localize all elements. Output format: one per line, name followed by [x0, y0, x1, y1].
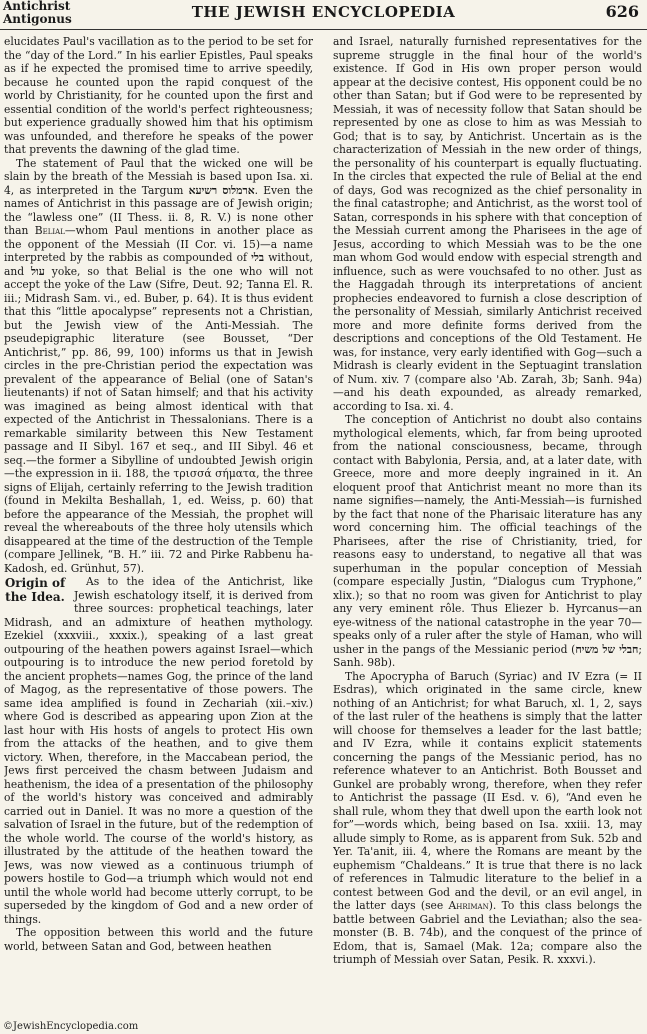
- paragraph: [333, 413, 642, 670]
- header-rule: [0, 29, 647, 30]
- encyclopedia-title: THE JEWISH ENCYCLOPEDIA: [191, 3, 456, 21]
- text-run: The statement of Paul that the wicked one will be slain by the breath of the Messiah is based upon Isa. xi. 4, as interpreted in the Targum: [4, 156, 313, 197]
- paragraph: [333, 670, 642, 967]
- hebrew-term: רשיעא: [188, 183, 218, 197]
- page-header: [0, 0, 647, 30]
- text-run: —whom Paul mentions in another place as the opponent of the Messiah (II Cor. vi. 15)—a name interpreted by the rabbis as compounded of: [4, 224, 313, 264]
- section-end: Antigonus: [3, 12, 72, 26]
- text-run: without, and: [4, 251, 313, 278]
- text-run: ). To this class belongs the battle between Gabriel and the Leviathan; also the sea-monster (B. B. 74b), and the conquest of the prince of Edom, that is, Samael (Mak. 12a; compare also the triumph of Messiah over Satan, Pesik. R. xxxvi.).: [333, 899, 642, 966]
- copyright-watermark: ©JewishEncyclopedia.com: [3, 1021, 139, 1032]
- page-number: 626: [605, 2, 639, 21]
- text-run: yoke, so that Belial is the one who will not accept the yoke of the Law (Sifre, Deut. 92; Tanna El. R. iii.; Midrash Sam. vi., ed. Buber, p. 64). It is thus evident that this “little apocalypse” represents not a Christian, but the Jewish view of the Anti-Messiah. The pseudepigraphic literature (see Bousset, “Der Antichrist,” pp. 86, 99, 100) informs us that in Jewish circles in the pre-Christian period the expectation was prevalent of the appearance of Belial (one of Satan's lieutenants) if not of Satan himself; and that his activity was imagined as being almost identical with that expected of the Antichrist in Thessalonians. There is a remarkable similarity between this New Testament passage and II Sibyl. 167 et seq., and III Sibyl. 46 et seq.—the former a Sibylline of undoubted Jewish origin—the expression in ii. 188, the τρισσά σήματα, the three signs of Elijah, certainly referring to the Jewish tradition (found in Mekilta Beshallah, 1, ed. Weiss, p. 60) that before the appearance of the Messiah, the prophet will reveal the whereabouts of the three holy utensils which disappeared at the time of the destruction of the Temple (compare Jellinek, “B. H.” iii. 72 and Pirke Rabbenu ha-Kadosh, ed. Grünhut, 57).: [4, 264, 313, 575]
- paragraph: [4, 157, 313, 576]
- paragraph: The opposition between this world and the future world, between Satan and God, between heathen: [4, 926, 313, 953]
- text-run: The Apocrypha of Baruch (Syriac) and IV Ezra (= II Esdras), which originated in the same circle, knew nothing of an Antichrist; for what Baruch, xl. 1, 2, says of the last ruler of the heathens is simply that the latter will choose for themselves a leader for the last battle; and IV Ezra, while it contains explicit statements concerning the pangs of the Messianic period, has no reference whatever to an Antichrist. Both Bousset and Gunkel are probably wrong, therefore, when they refer to Antichrist the passage (II Esd. v. 6), “And even he shall rule, whom they that dwell upon the earth look not for”—words which, being based on Isa. xxiii. 13, may allude simply to Rome, as is apparent from Suk. 52b and Yer. Ta'anit, iii. 4, where the Romans are meant by the euphemism “Chaldeans.” It is true that there is no lack of references in Talmudic literature to the belief in a contest between God and the devil, or an evil angel, in the latter days (see: [333, 669, 642, 912]
- hebrew-term: עול: [31, 264, 45, 278]
- hebrew-term: בלי: [251, 251, 265, 264]
- right-column: [333, 35, 642, 1025]
- cross-reference-link[interactable]: Belial: [34, 224, 65, 237]
- side-heading: Origin of the Idea.: [4, 576, 66, 604]
- paragraph: and Israel, naturally furnished representatives for the supreme struggle in the final hour of the world's existence. If God in His own proper person would appear at the decisive contest, His opponent could be no other than Satan; but if God were to be represented by Messiah, it was of necessity follow that Satan should be represented by one as close to him as was Messiah to God; that is to say, by Antichrist. Uncertain as is the characterization of Messiah in the new order of things, the personality of his counterpart is equally fluctuating. In the circles that expected the rule of Belial at the end of days, God was recognized as the chief personality in the final catastrophe; and Antichrist, as the worst tool of Satan, corresponds in his sphere with that conception of the Messiah current among the Pharisees in the age of Jesus, according to which Messiah was to be the one man whom God would endow with especial strength and influence, such as were vouchsafed to no other. Just as the Haggadah through its interpretations of ancient prophecies endeavored to furnish a close description of the personality of Messiah, similarly Antichrist received more and more definite forms derived from the descriptions and conceptions of the Old Testament. He was, for instance, very early identified with Gog—such a Midrash is clearly evident in the Septuagint translation of Num. xiv. 7 (compare also 'Ab. Zarah, 3b; Sanh. 94a)—and his death expounded, as already remarked, according to Isa. xi. 4.: [333, 35, 642, 413]
- paragraph: [4, 575, 313, 926]
- text-run: . Even the names of Antichrist in this passage are of Jewish origin; the “lawless one” (II Thess. ii. 8, R. V.) is none other than: [4, 183, 313, 237]
- text-run: As to the idea of the Antichrist, like Jewish eschatology itself, it is derived from three sources: prophetical teachings, later Midrash, and an admixture of heathen mythology. Ezekiel (xxxviii., xxxix.), speaking of a last great outpouring of the heathen powers against Israel—which outpouring is to introduce the new period foretold by the ancient prophets—names Gog, the prince of the land of Magog, as the representative of those powers. The same idea amplified is found in Zechariah (xii.–xiv.) where God is described as appearing upon Zion at the last hour with His hosts of angels to protect His own from the attacks of the heathen, and to give them victory. When, therefore, in the Maccabean period, the Jews first perceived the chasm between Judaism and heathenism, the idea of a presentation of the philosophy of the world's history was conceived and admirably carried out in Daniel. It was no more a question of the salvation of Israel in the future, but of the redemption of the whole world. The course of the world's history, as illustrated by the attitude of the heathen toward the Jews, was now viewed as a continuous triumph of powers hostile to God—a triumph which would not end until the whole world had become utterly corrupt, to be superseded by the kingdom of God and a new order of things.: [4, 575, 313, 926]
- section-start: Antichrist: [3, 0, 71, 13]
- text-run: ; Sanh. 98b).: [333, 642, 642, 669]
- text-run: The conception of Antichrist no doubt also contains mythological elements, which, far from being uprooted from the national consciousness, became, through contact with Babylonia, Persia, and, at a later date, with Greece, more and more deeply ingrained in it. An eloquent proof that Antichrist meant no more than its name signifies—namely, the Anti-Messiah—is furnished by the fact that none of the Pharisaic literature has any word concerning him. The official teachings of the Pharisees, after the rise of Christianity, tried, for reasons easy to understand, to negative all that was superhuman in the popular conception of Messiah (compare especially Justin, “Dialogus cum Tryphone,” xlix.); so that no room was given for Antichrist to play any very eminent rôle. Thus Eliezer b. Hyrcanus—an eye-witness of the national catastrophe in the year 70—speaks only of a ruler after the style of Haman, who will usher in the pangs of the Messianic period (: [333, 413, 642, 656]
- left-column: [4, 35, 313, 1025]
- hebrew-term: חבלי של משיח: [575, 642, 639, 656]
- cross-reference-link[interactable]: Ahriman: [448, 899, 489, 912]
- hebrew-term: ארמלוס: [222, 183, 255, 197]
- paragraph: elucidates Paul's vacillation as to the period to be set for the “day of the Lord.” In his earlier Epistles, Paul speaks as if he expected the promised time to arrive speedily, because he counted upon the rapid conquest of the world by Christianity, for he counted upon the first and essential condition of the world's perfect righteousness; but experience gradually showed him that his optimism was unfounded, and therefore he speaks of the power that prevents the dawning of the glad time.: [4, 35, 313, 156]
